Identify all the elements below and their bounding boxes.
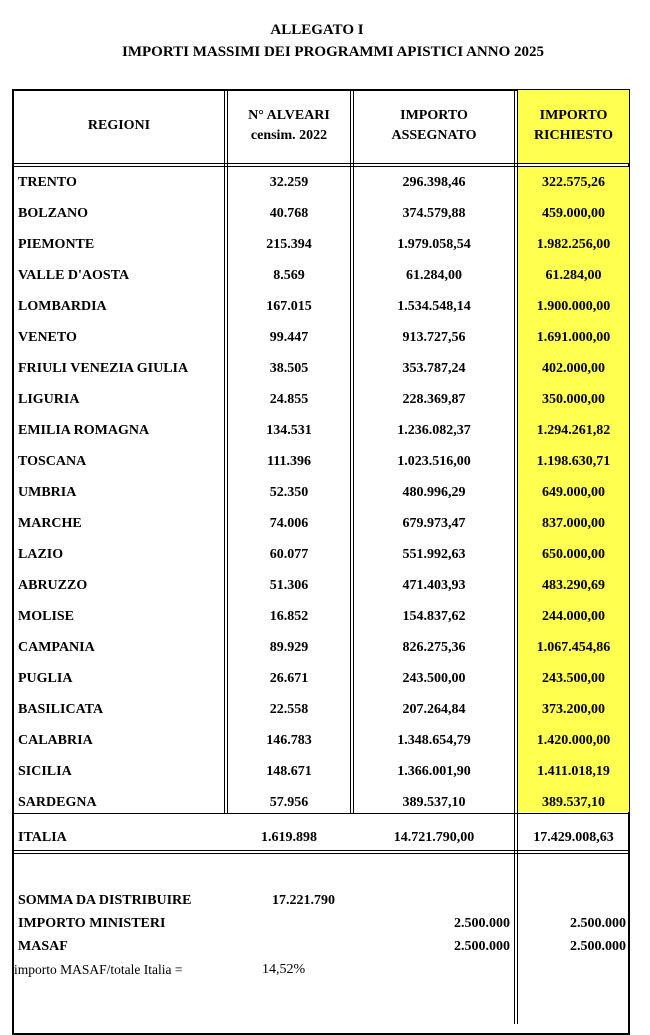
total-assegnato: 14.721.790,00 — [393, 830, 475, 845]
assegnato-value: 353.787,24 — [402, 361, 466, 376]
ratio-label: importo MASAF/totale Italia = — [14, 962, 183, 977]
region-name: CALABRIA — [18, 733, 93, 748]
header-alveari-line2: censim. 2022 — [250, 128, 328, 143]
alveari-value: 26.671 — [269, 671, 309, 686]
header-separator — [12, 163, 630, 164]
assegnato-value: 1.534.548,14 — [397, 299, 471, 314]
assegnato-value: 389.537,10 — [402, 795, 466, 810]
assegnato-value: 1.023.516,00 — [397, 454, 471, 469]
alveari-value: 89.929 — [269, 640, 309, 655]
richiesto-value: 1.420.000,00 — [536, 733, 611, 748]
region-name: ABRUZZO — [18, 578, 88, 593]
header-alveari-line1: N° ALVEARI — [248, 108, 330, 123]
region-name: CAMPANIA — [18, 640, 95, 655]
region-name: MARCHE — [18, 516, 82, 531]
region-name: SICILIA — [18, 764, 72, 779]
region-name: LAZIO — [18, 547, 64, 562]
document-title: ALLEGATO I — [270, 22, 364, 38]
region-name: VENETO — [18, 330, 77, 345]
alveari-value: 24.855 — [269, 392, 309, 407]
header-richiesto-line2: RICHIESTO — [533, 128, 614, 143]
region-name: EMILIA ROMAGNA — [18, 423, 150, 438]
assegnato-value: 471.403,93 — [402, 578, 466, 593]
header-assegnato-line2: ASSEGNATO — [391, 128, 477, 143]
alveari-value: 134.531 — [266, 423, 312, 438]
assegnato-value: 1.236.082,37 — [397, 423, 471, 438]
alveari-value: 148.671 — [266, 764, 312, 779]
header-separator-double — [12, 166, 630, 167]
assegnato-value: 913.727,56 — [402, 330, 466, 345]
region-name: TRENTO — [18, 175, 77, 190]
region-name: SARDEGNA — [18, 795, 97, 810]
header-regioni: REGIONI — [87, 118, 151, 133]
total-separator-bottom — [12, 850, 630, 851]
richiesto-value: 1.198.630,71 — [536, 454, 611, 469]
richiesto-value: 244.000,00 — [542, 609, 605, 624]
col-divider-1 — [224, 90, 225, 813]
richiesto-value: 243.500,00 — [542, 671, 605, 686]
alveari-value: 111.396 — [267, 454, 311, 469]
assegnato-value: 551.992,63 — [402, 547, 466, 562]
richiesto-value: 459.000,00 — [542, 206, 605, 221]
total-label: ITALIA — [18, 830, 67, 845]
assegnato-value: 480.996,29 — [402, 485, 466, 500]
ministeri-label: IMPORTO MINISTERI — [18, 916, 166, 931]
region-name: BASILICATA — [18, 702, 104, 717]
region-name: PIEMONTE — [18, 237, 95, 252]
assegnato-value: 679.973,47 — [402, 516, 466, 531]
richiesto-value: 837.000,00 — [542, 516, 605, 531]
alveari-value: 8.569 — [273, 268, 305, 283]
document-subtitle: IMPORTI MASSIMI DEI PROGRAMMI APISTICI ANNO 2025 — [122, 44, 544, 60]
ratio-value: 14,52% — [262, 962, 306, 977]
alveari-value: 215.394 — [266, 237, 312, 252]
masaf-label: MASAF — [18, 939, 68, 954]
somma-label: SOMMA DA DISTRIBUIRE — [18, 893, 192, 908]
header-assegnato-line1: IMPORTO — [400, 108, 468, 123]
alveari-value: 74.006 — [269, 516, 309, 531]
alveari-value: 32.259 — [269, 175, 309, 190]
richiesto-value: 483.290,69 — [542, 578, 605, 593]
assegnato-value: 1.979.058,54 — [397, 237, 471, 252]
richiesto-value: 1.982.256,00 — [536, 237, 611, 252]
richiesto-value: 322.575,26 — [542, 175, 605, 190]
richiesto-value: 402.000,00 — [542, 361, 605, 376]
assegnato-value: 61.284,00 — [406, 268, 462, 283]
alveari-value: 40.768 — [269, 206, 309, 221]
richiesto-value: 650.000,00 — [542, 547, 605, 562]
alveari-value: 167.015 — [266, 299, 312, 314]
assegnato-value: 374.579,88 — [402, 206, 466, 221]
richiesto-value: 373.200,00 — [542, 702, 605, 717]
richiesto-value: 1.411.018,19 — [537, 764, 610, 779]
alveari-value: 38.505 — [269, 361, 309, 376]
total-richiesto: 17.429.008,63 — [533, 830, 614, 845]
col-divider-3 — [514, 90, 515, 1024]
richiesto-value: 1.294.261,82 — [536, 423, 611, 438]
richiesto-value: 1.067.454,86 — [536, 640, 611, 655]
richiesto-value: 61.284,00 — [545, 268, 602, 283]
richiesto-value: 389.537,10 — [542, 795, 605, 810]
richiesto-value: 1.900.000,00 — [536, 299, 611, 314]
somma-value: 17.221.790 — [272, 893, 335, 908]
ministeri-richiesto: 2.500.000 — [570, 916, 626, 931]
masaf-richiesto: 2.500.000 — [570, 939, 626, 954]
header-richiesto — [518, 106, 629, 146]
region-name: LIGURIA — [18, 392, 80, 407]
alveari-value: 60.077 — [269, 547, 309, 562]
header-assegnato — [354, 106, 514, 146]
region-name: VALLE D'AOSTA — [18, 268, 130, 283]
assegnato-value: 826.275,36 — [402, 640, 466, 655]
col-divider-2 — [350, 90, 351, 813]
alveari-value: 99.447 — [269, 330, 309, 345]
masaf-assegnato: 2.500.000 — [454, 939, 510, 954]
assegnato-value: 296.398,46 — [402, 175, 466, 190]
header-alveari — [228, 106, 350, 146]
alveari-value: 22.558 — [269, 702, 309, 717]
alveari-value: 52.350 — [269, 485, 309, 500]
region-name: LOMBARDIA — [18, 299, 107, 314]
region-name: BOLZANO — [18, 206, 89, 221]
alveari-value: 146.783 — [266, 733, 312, 748]
total-alveari: 1.619.898 — [261, 830, 317, 845]
header-richiesto-line1: IMPORTO — [539, 108, 608, 123]
region-name: MOLISE — [18, 609, 75, 624]
assegnato-value: 154.837,62 — [402, 609, 466, 624]
assegnato-value: 228.369,87 — [402, 392, 466, 407]
richiesto-value: 1.691.000,00 — [536, 330, 611, 345]
assegnato-value: 243.500,00 — [402, 671, 466, 686]
total-separator-double — [12, 853, 630, 854]
alveari-value: 16.852 — [269, 609, 309, 624]
alveari-value: 51.306 — [269, 578, 309, 593]
region-name: UMBRIA — [18, 485, 77, 500]
total-separator-top — [12, 813, 630, 814]
assegnato-value: 207.264,84 — [402, 702, 466, 717]
region-name: TOSCANA — [18, 454, 87, 469]
region-name: PUGLIA — [18, 671, 73, 686]
assegnato-value: 1.366.001,90 — [397, 764, 471, 779]
assegnato-value: 1.348.654,79 — [397, 733, 471, 748]
richiesto-value: 649.000,00 — [542, 485, 605, 500]
richiesto-value: 350.000,00 — [542, 392, 605, 407]
region-name: FRIULI VENEZIA GIULIA — [18, 361, 189, 376]
ministeri-assegnato: 2.500.000 — [454, 916, 510, 931]
alveari-value: 57.956 — [269, 795, 309, 810]
